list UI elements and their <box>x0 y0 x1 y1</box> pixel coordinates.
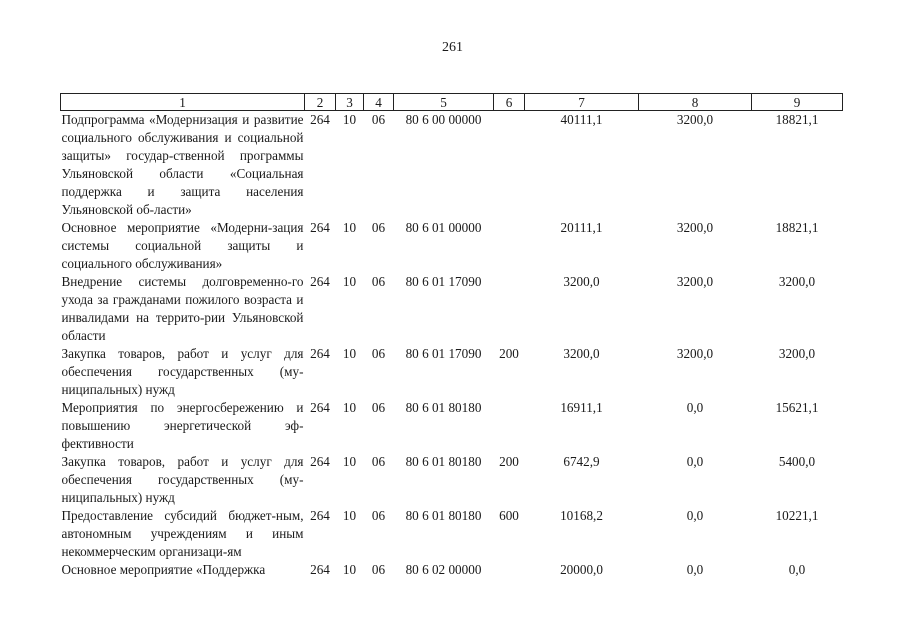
row-amount-8: 3200,0 <box>676 220 714 235</box>
row-amount-7: 3200,0 <box>563 346 600 361</box>
row-code-6 <box>494 111 525 220</box>
row-code-6 <box>494 399 525 453</box>
row-amount-7: 20111,1 <box>560 220 603 235</box>
row-code-4: 06 <box>371 274 386 289</box>
row-description: Предоставление субсидий бюджет-ным, автономным учреждениям и иным некоммерческим организаци-ям <box>61 508 304 559</box>
table-row <box>61 273 843 345</box>
row-amount-8: 3200,0 <box>676 346 714 361</box>
row-code-5: 80 6 02 00000 <box>405 562 482 577</box>
row-amount-8: 3200,0 <box>676 274 714 289</box>
table-row <box>61 561 843 579</box>
row-code-5: 80 6 01 17090 <box>405 346 482 361</box>
header-row <box>61 94 843 111</box>
row-code-4: 06 <box>371 346 386 361</box>
column-header-2: 2 <box>305 94 336 111</box>
table-row <box>61 507 843 561</box>
row-amount-7: 6742,9 <box>563 454 600 469</box>
column-header-4: 4 <box>364 94 394 111</box>
row-code-3: 10 <box>342 274 357 289</box>
row-amount-9: 15621,1 <box>775 400 819 415</box>
row-amount-9: 5400,0 <box>778 454 816 469</box>
column-header-1: 1 <box>61 94 305 111</box>
row-code-5: 80 6 01 80180 <box>405 454 482 469</box>
row-code-6: 600 <box>499 508 519 523</box>
row-code-4: 06 <box>371 112 386 127</box>
row-code-3: 10 <box>342 112 357 127</box>
row-code-6 <box>494 561 525 579</box>
row-amount-8: 0,0 <box>686 400 704 415</box>
row-code-5: 80 6 01 80180 <box>405 400 482 415</box>
row-code-6 <box>494 219 525 273</box>
column-header-6: 6 <box>494 94 525 111</box>
column-header-9: 9 <box>752 94 843 111</box>
table-row <box>61 453 843 507</box>
row-amount-8: 0,0 <box>686 454 704 469</box>
row-code-2: 264 <box>310 220 330 235</box>
row-code-3: 10 <box>342 400 357 415</box>
row-description: Закупка товаров, работ и услуг для обеспечения государственных (му-ниципальных) нужд <box>61 346 304 397</box>
row-code-2: 264 <box>310 112 330 127</box>
row-code-2: 264 <box>310 454 330 469</box>
row-code-6: 200 <box>499 346 519 361</box>
row-code-5: 80 6 01 17090 <box>405 274 482 289</box>
table-row <box>61 399 843 453</box>
row-amount-7: 16911,1 <box>560 400 603 415</box>
row-code-3: 10 <box>342 346 357 361</box>
budget-table <box>60 93 843 579</box>
row-code-3: 10 <box>342 562 357 577</box>
row-code-2: 264 <box>310 400 330 415</box>
row-amount-8: 0,0 <box>686 562 704 577</box>
row-amount-9: 3200,0 <box>778 274 816 289</box>
row-amount-8: 3200,0 <box>676 112 714 127</box>
row-description: Основное мероприятие «Модерни-зация системы социальной защиты и социального обслуживания» <box>61 220 304 271</box>
row-code-4: 06 <box>371 508 386 523</box>
row-amount-9: 18821,1 <box>775 112 819 127</box>
row-amount-7: 40111,1 <box>560 112 603 127</box>
row-code-4: 06 <box>371 400 386 415</box>
row-amount-9: 0,0 <box>788 562 806 577</box>
row-amount-7: 3200,0 <box>563 274 600 289</box>
row-amount-7: 10168,2 <box>560 508 603 523</box>
table-row <box>61 111 843 220</box>
row-code-3: 10 <box>342 220 357 235</box>
row-amount-7: 20000,0 <box>560 562 603 577</box>
row-code-2: 264 <box>310 508 330 523</box>
row-code-4: 06 <box>371 454 386 469</box>
column-header-7: 7 <box>525 94 639 111</box>
row-amount-9: 10221,1 <box>775 508 819 523</box>
row-description: Внедрение системы долговременно-го ухода за гражданами пожилого возраста и инвалидами на террито-рии Ульяновской области <box>61 274 304 343</box>
row-code-3: 10 <box>342 454 357 469</box>
row-code-2: 264 <box>310 274 330 289</box>
row-amount-9: 18821,1 <box>775 220 819 235</box>
row-code-3: 10 <box>342 508 357 523</box>
row-amount-9: 3200,0 <box>778 346 816 361</box>
column-header-5: 5 <box>394 94 494 111</box>
table-body <box>61 111 843 580</box>
row-description: Основное мероприятие «Поддержка <box>61 562 266 577</box>
column-header-3: 3 <box>336 94 364 111</box>
row-code-4: 06 <box>371 220 386 235</box>
row-description: Закупка товаров, работ и услуг для обеспечения государственных (му-ниципальных) нужд <box>61 454 304 505</box>
row-code-5: 80 6 01 00000 <box>405 220 482 235</box>
page-number: 261 <box>442 40 463 55</box>
table-header <box>61 94 843 111</box>
table-row <box>61 219 843 273</box>
row-code-6: 200 <box>499 454 519 469</box>
table-row <box>61 345 843 399</box>
row-description: Подпрограмма «Модернизация и развитие социального обслуживания и социальной защиты» государ-ственной программы Ульяновской области «Социальная поддержка и защита населения Ульяновской об-ласти» <box>61 112 304 217</box>
row-code-4: 06 <box>371 562 386 577</box>
row-code-5: 80 6 01 80180 <box>405 508 482 523</box>
row-code-2: 264 <box>310 346 330 361</box>
row-code-2: 264 <box>310 562 330 577</box>
column-header-8: 8 <box>639 94 752 111</box>
row-code-6 <box>494 273 525 345</box>
row-code-5: 80 6 00 00000 <box>405 112 482 127</box>
row-amount-8: 0,0 <box>686 508 704 523</box>
row-description: Мероприятия по энергосбережению и повышению энергетической эф-фективности <box>61 400 304 451</box>
